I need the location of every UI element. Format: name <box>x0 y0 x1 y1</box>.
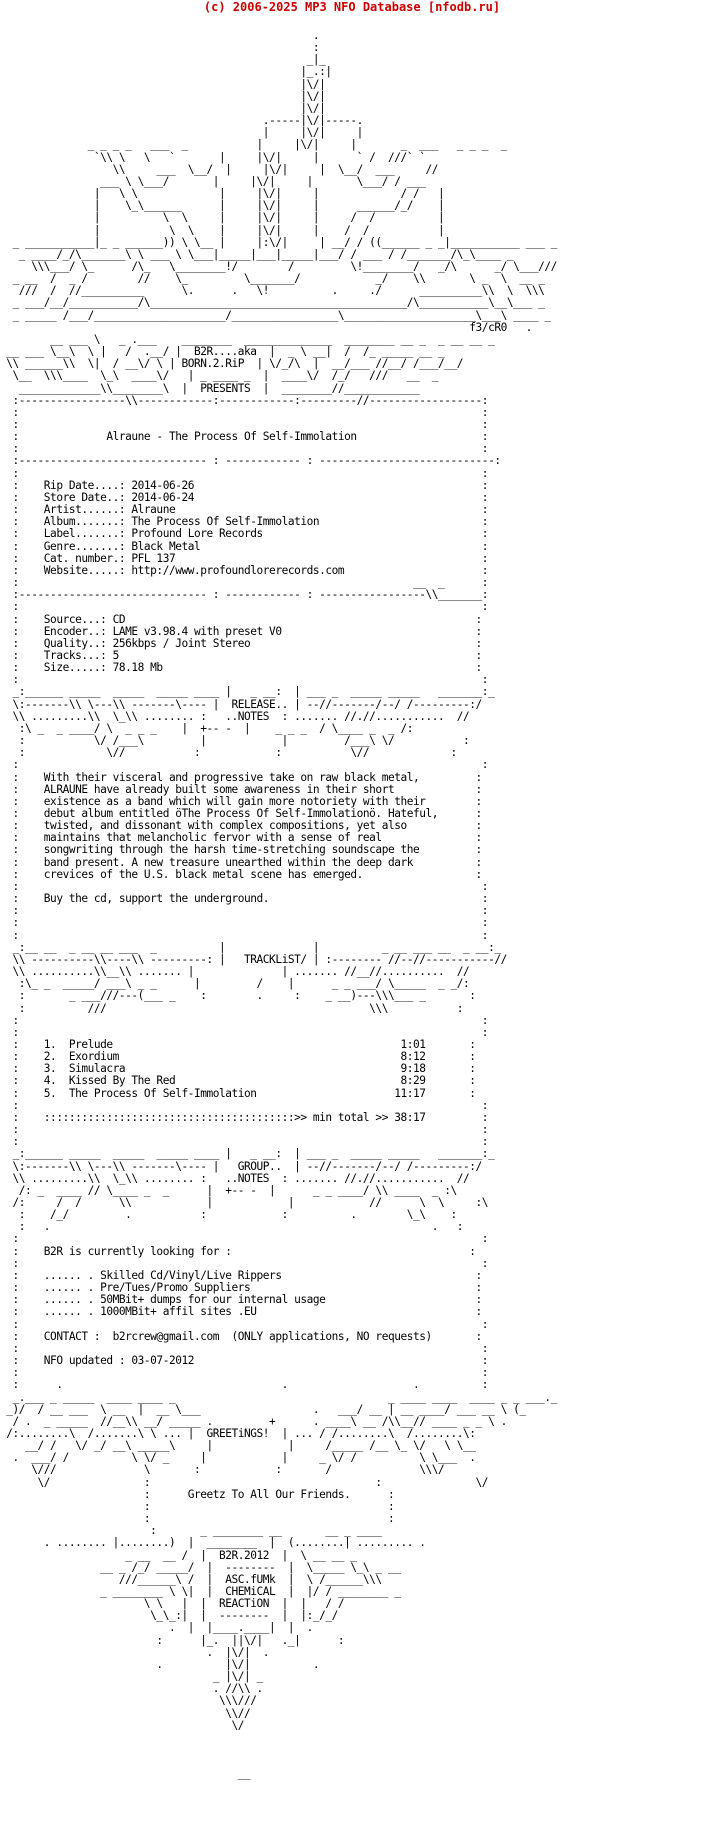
nfo-line: :\_ _ _____/ ___\ _ _ | / | _ _ ___/ \_____ _ _/: <box>0 977 470 991</box>
nfo-line: : Artist......: Alraune : <box>0 503 489 517</box>
nfo-line: : __ _ : <box>0 576 489 590</box>
nfo-line: . |\/| . <box>0 1645 270 1659</box>
nfo-line: : _ ________ __ __ _ ____ <box>0 1524 382 1538</box>
nfo-line: : With their visceral and progressive take on raw black metal, : <box>0 770 482 784</box>
nfo-line: : Alraune - The Process Of Self-Immolation : <box>0 430 489 444</box>
nfo-line: ///______\ / | ASC.fUMk | \ /______\\\ <box>0 1572 382 1586</box>
nfo-line: \\ ----------\\----\\ ---------: | TRACKLiST/ | :-------- //--//-----------// <box>0 952 507 966</box>
nfo-line: : |_. ||\/| ._| : <box>0 1633 345 1647</box>
nfo-line: :------------------------------ : ------------ : -----------------\\_______: <box>0 588 489 602</box>
nfo-line: : : <box>0 1341 489 1355</box>
nfo-line: f3/cR0 . <box>0 320 532 334</box>
nfo-line: |\/| <box>0 77 326 91</box>
nfo-line: : : <box>0 879 489 893</box>
nfo-line: \\\___/ \_ /\_ \________!/ / \!________/ _/\ _/ \___/// <box>0 259 557 273</box>
nfo-line: : : <box>0 916 489 930</box>
nfo-line: : Cat. number.: PFL 137 : <box>0 551 489 565</box>
nfo-line: : debut album entitled öThe Process Of Self-Immolationö. Hateful, : <box>0 807 482 820</box>
nfo-line: : ...... . Skilled Cd/Vinyl/Live Rippers : <box>0 1268 482 1282</box>
nfo-line: \\ ______\\ \| / __\/ \ | BORN.2.RiP | \/_/\ | __/___ //__/ /___/__/ <box>0 357 464 371</box>
nfo-line: : : <box>0 1232 489 1246</box>
nfo-line: : Buy the cd, support the underground. : <box>0 892 489 906</box>
nfo-line: : maintains that melancholic fervor with a sense of real : <box>0 831 482 845</box>
nfo-line: : Genre.......: Black Metal : <box>0 539 489 553</box>
nfo-line: _ _ _ _ ___ _ | |\/| | _ ___ _ _ _ _ <box>0 138 507 152</box>
nfo-line: \\ ..........\\__\\ ....... | | ....... //__//.......... // <box>0 965 470 979</box>
nfo-line: __ _ /_/ _____/ | -------- | \_____ \_\ _ __ <box>0 1560 401 1574</box>
nfo-line: . //\\ . <box>0 1682 263 1696</box>
nfo-line: : Encoder..: LAME v3.98.4 with preset V0 : <box>0 624 482 638</box>
nfo-line: \/ <box>0 1718 245 1732</box>
nfo-line: /: _ ____ // \____ _ _ | +-- - | _ _ ____/ \\ ____ _ :\ <box>0 1183 457 1197</box>
nfo-line: : : <box>0 1025 489 1039</box>
nfo-line: \__ \\\____ \_\ ____\/ | _ ____ _ | ____\/ /_/ /// __ _ <box>0 369 439 383</box>
nfo-line: \ \ | | REACTiON | | / / <box>0 1597 345 1611</box>
nfo-line: : : <box>0 1366 489 1380</box>
nfo-line: | \_\______ | |\/| | ______/_/ | <box>0 199 445 213</box>
nfo-line: : /_/ . : : . \_\ : <box>0 1208 457 1222</box>
nfo-line: \:-------\\ \---\\ -------\---- | GROUP.. | --//-------/--/ /---------:/ <box>0 1159 482 1173</box>
nfo-line: : band present. A new treasure unearthed within the deep dark : <box>0 855 482 869</box>
nfo-line: : _ ___///---(___ _ : . : _ __)---\\\___ _ : <box>0 989 476 1003</box>
nfo-line: : : <box>0 418 489 431</box>
nfo-line: : Website.....: http://www.profoundlorerecords.com : <box>0 563 489 577</box>
nfo-line: __ ___ \ _ .___ ________ ______________ ________ __ _ _ __ __ _ <box>0 332 495 346</box>
nfo-line: : Label.......: Profound Lore Records : <box>0 527 489 541</box>
nfo-line: __ <box>0 1767 251 1781</box>
nfo-line: : 3. Simulacra 9:18 : <box>0 1062 476 1076</box>
nfo-line: : twisted, and dissonant with complex compositions, yet also : <box>0 819 482 833</box>
nfo-line: / . _ _____ //__\\ __/ _____ . + . ____\ __ /\\__// ____ _ _ \ . <box>0 1414 507 1428</box>
nfo-line: : Source...: CD : <box>0 612 482 626</box>
nfo-line: : NFO updated : 03-07-2012 : <box>0 1354 489 1368</box>
nfo-line: : Album.......: The Process Of Self-Immolation : <box>0 515 489 529</box>
nfo-line: : \/ /___\ | | /___\ \/ : <box>0 734 470 748</box>
nfo-line: /// / //__________ \. . \! . ./ __________\\ \ \\\ <box>0 284 545 298</box>
nfo-line: \/ : : \/ <box>0 1475 489 1489</box>
nfo-line: _.___ _ _____ ____ ____ _ _ ____ ____ ____ _ _ ___._ <box>0 1390 557 1404</box>
nfo-line: : 2. Exordium 8:12 : <box>0 1050 476 1064</box>
nfo-line: |\/| <box>0 101 326 115</box>
nfo-line: : : <box>0 1317 489 1331</box>
nfo-line: _:__ __ _ __ __ ___ _ | | _ __ ___ __ _ __:_ <box>0 940 501 954</box>
nfo-line: :-----------------\\------------:------------:---------//------------------: <box>0 393 489 407</box>
nfo-line: : : <box>0 1499 395 1513</box>
nfo-line: _ ________ \ \| | CHEMiCAL | |/ / ________ _ <box>0 1585 401 1598</box>
nfo-line: : 4. Kissed By The Red 8:29 : <box>0 1074 476 1088</box>
nfo-line: : ::::::::::::::::::::::::::::::::::::::::>> min total >> 38:17 : <box>0 1110 489 1124</box>
nfo-line: : : <box>0 442 489 456</box>
nfo-line: :------------------------------ : ------------ : ----------------------------: <box>0 454 501 468</box>
nfo-line: `\\ \ \ ` | |\/| | ` / ///` ` <box>0 150 426 164</box>
nfo-text-art <box>0 30 704 1781</box>
nfo-line: : /// \\\ : <box>0 1001 464 1015</box>
nfo-line: _____________\\________\ | PRESENTS | ________//____________ <box>0 381 420 395</box>
nfodb-banner: (c) 2006-2025 MP3 NFO Database [nfodb.ru] <box>203 0 501 14</box>
nfo-line: | \ \ | |\/| | / / | <box>0 211 445 225</box>
nfo-line: : . . . : <box>0 1378 489 1392</box>
nfo-line: : Greetz To All Our Friends. : <box>0 1487 395 1501</box>
nfo-line: _:______ _____ _____ _____ ____ | _ __: | ___ _ _____ _____ _______:_ <box>0 1147 495 1161</box>
nfo-line: : ...... . 50MBit+ dumps for our internal usage : <box>0 1293 482 1307</box>
nfo-line: . ........ |........) | ________ | (........| ......... . <box>0 1536 426 1550</box>
nfo-line: : : <box>0 928 489 942</box>
nfo-line: _ ___/__/___________/\_________________________________________/\___________\__\___ _ <box>0 296 545 310</box>
nfo-line: _ __ __ / | B2R.2012 | \ __ __ _ <box>0 1548 357 1562</box>
nfo-line: : Store Date..: 2014-06-24 : <box>0 490 489 504</box>
nfo-line: : B2R is currently looking for : : <box>0 1244 476 1258</box>
nfo-line: : Size.....: 78.18 Mb : <box>0 661 482 675</box>
nfo-line: | \ \ | |\/| | / / | <box>0 187 445 201</box>
nfo-line: : ...... . Pre/Tues/Promo Suppliers : <box>0 1281 482 1295</box>
nfo-line: : \// : : \// : <box>0 746 457 760</box>
nfo-line: : : <box>0 758 489 772</box>
nfo-line: \\ .........\\ \_\\ ........ : ..NOTES : ....... //.//........... // <box>0 1171 470 1185</box>
nfo-line: : . . : <box>0 1220 464 1234</box>
nfo-line: : : <box>0 466 489 480</box>
nfo-line: . |\/| . <box>0 1657 320 1671</box>
nfo-line: _ _____ /___/_____________________/_________________\_____________________\___\ ____ _ <box>0 308 551 322</box>
nfo-line: _ ___________|_ _ ______)) \ \__ | |:\/| | __/ / ((______ _ _|___________ ___ _ <box>0 235 557 249</box>
nfo-line: . ___/ / \ \/ _ | | _ \/ / \ \___ . <box>0 1451 476 1465</box>
nfo-line: __/ / \/ _/ __\ _____\ | | /_____ /__ \_ \/ \ \__ <box>0 1439 476 1453</box>
nfo-line: \\\/// <box>0 1694 257 1708</box>
nfo-line: : : <box>0 904 489 918</box>
nfo-line: . <box>0 30 320 42</box>
nfo-line: /: / / \\ | | // \ \ :\ <box>0 1196 489 1209</box>
nfo-line: ___ \ \___/ | |\/| | \___/ / ___ <box>0 174 426 188</box>
nfo-line: : 1. Prelude 1:01 : <box>0 1037 476 1051</box>
nfo-line: : 5. The Process Of Self-Immolation 11:17 : <box>0 1086 476 1100</box>
nfo-line: _ __ / _ / // \_ \_______/ _/ \\ \ _ \ __ _ <box>0 272 545 286</box>
nfo-line: : : <box>0 1256 489 1270</box>
nfo-line: _ ____/_/\_______\ \ ___ \ \___|_____|___|_____|___/ / ___ / /_______/\_\____ _ <box>0 247 514 261</box>
nfo-line: | |\/| | <box>0 126 363 140</box>
nfo-line: : ALRAUNE have already built some awareness in their short : <box>0 782 482 796</box>
nfo-line: \/// \ : : / \\\/ <box>0 1463 445 1477</box>
nfo-line: \_\_:| | -------- | |:_/_/ <box>0 1609 338 1623</box>
nfo-line: : CONTACT : b2rcrew@gmail.com (ONLY applications, NO requests) : <box>0 1329 482 1343</box>
nfo-line: .-----|\/|-----. <box>0 114 363 128</box>
nfo-line: |_.:| <box>0 65 332 79</box>
nfo-line: : : <box>0 1098 489 1112</box>
nfo-line: : : <box>0 1123 489 1137</box>
nfo-line: _:______ _____ _____ _____ ____ | _ __: | ___ _ _____ _____ _______:_ <box>0 685 495 699</box>
nfo-line: \\// <box>0 1706 251 1720</box>
nfo-line: . | |____.____| | . <box>0 1621 313 1635</box>
nfo-line: \\ .........\\ \_\\ ........ : ..NOTES : ....... //.//........... // <box>0 709 470 723</box>
nfo-line: : existence as a band which will gain more notoriety with their : <box>0 794 482 808</box>
nfo-line: : : <box>0 673 489 687</box>
nfo-line: : Rip Date....: 2014-06-26 : <box>0 478 489 492</box>
nfo-line: : ...... . 1000MBit+ affil sites .EU : <box>0 1305 482 1319</box>
nfo-line: : : <box>0 1013 489 1027</box>
nfo-line: : crevices of the U.S. black metal scene has emerged. : <box>0 867 482 881</box>
nfo-line: : : <box>0 1512 395 1526</box>
nfo-line: : Quality..: 256kbps / Joint Stereo : <box>0 636 482 650</box>
nfo-line: : <box>0 41 320 55</box>
nfo-line: \\ ___ \__/ | |\/| | \__/ ___ // <box>0 162 439 176</box>
nfo-line: __ ___ \__\ \ | / .__/ | B2R....aka | _ \ __| / /_ _____ __ _ <box>0 345 445 359</box>
nfo-line: _|_ <box>0 53 326 67</box>
nfo-line: _)/ / __ ___ \ __ | __ \___ . ___/ __ | __ ____/ ___ __ \ (_ <box>0 1402 526 1416</box>
nfo-line: | \ \ | |\/| | / / | <box>0 223 445 237</box>
nfo-line: : : <box>0 405 489 419</box>
nfo-line: : Tracks...: 5 : <box>0 648 482 662</box>
nfo-line: \:-------\\ \---\\ -------\---- | RELEASE.. | --//-------/--/ /---------:/ <box>0 697 482 711</box>
nfo-line: : : <box>0 600 489 614</box>
nfo-line: _ |\/| _ <box>0 1670 263 1684</box>
nfo-line: : songwriting through the harsh time-stretching soundscape the : <box>0 843 482 857</box>
nfo-line: : : <box>0 1135 489 1149</box>
nfo-line: |\/| <box>0 89 326 103</box>
nfo-line: :\ _ _ ____/ \ _ _ _ | +-- - | _ _ _ / \____ _ _ /: <box>0 721 413 735</box>
nfo-line: /:........\ /.......\ \ ... | GREETiNGS! | ... / /........\ /........\: <box>0 1426 476 1440</box>
